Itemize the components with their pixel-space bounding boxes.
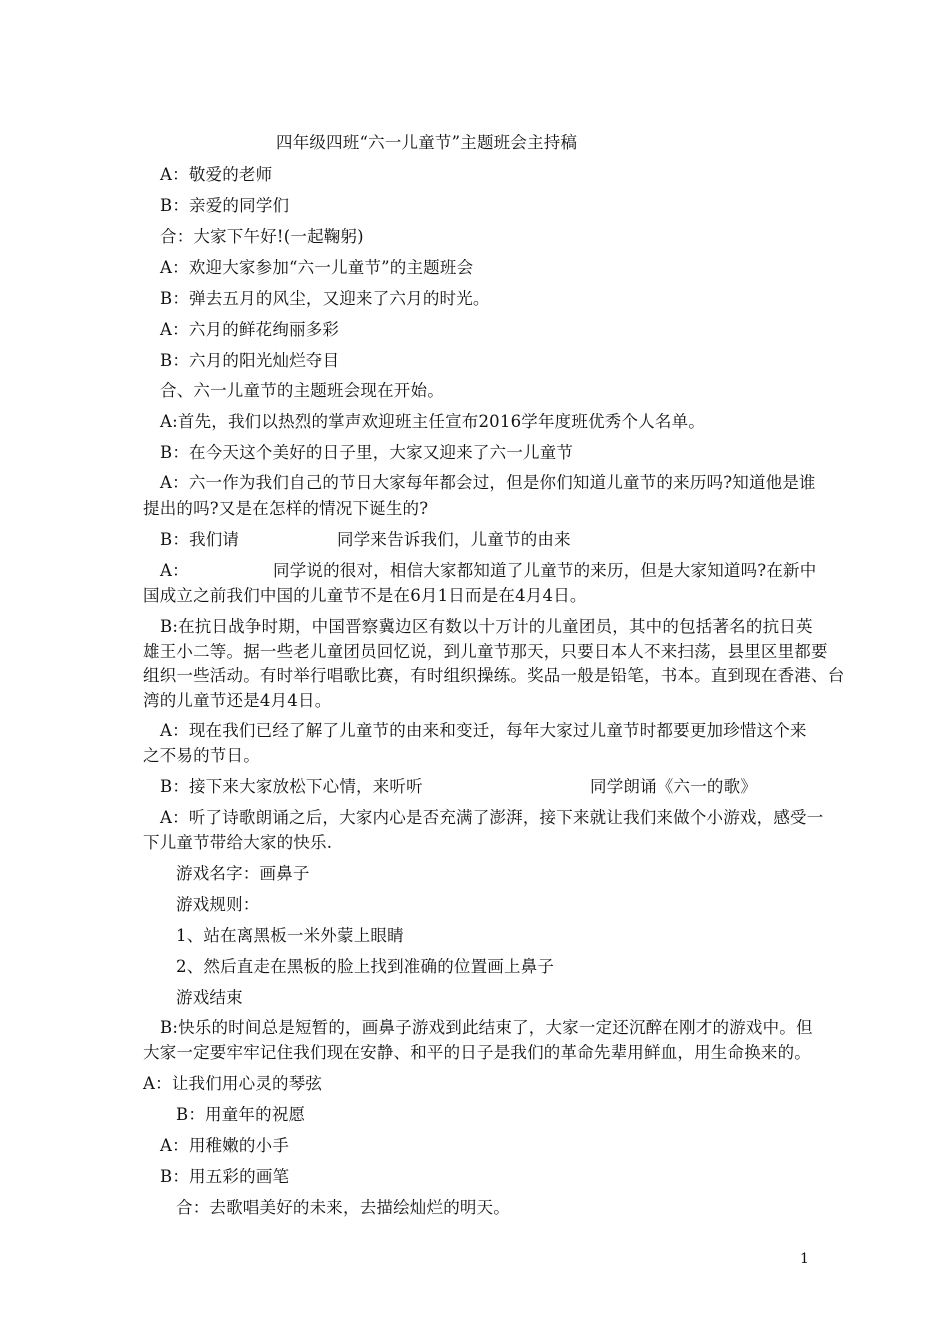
text-line: A：听了诗歌朗诵之后，大家内心是否充满了澎湃，接下来就让我们来做个小游戏，感受一: [160, 808, 824, 827]
text-line: 雄王小二等。据一些老儿童团员回忆说，到儿童节那天，只要日本人不来扫荡，县里区里都要: [143, 642, 828, 661]
text-line: A：欢迎大家参加“六一儿童节”的主题班会: [160, 258, 474, 277]
text-line: 游戏结束: [176, 988, 243, 1007]
text-line: A：: [160, 561, 189, 580]
text-line: 大家一定要牢牢记住我们现在安静、和平的日子是我们的革命先辈用鲜血，用生命换来的。: [143, 1043, 811, 1062]
text-line: B：弹去五月的风尘，又迎来了六月的时光。: [160, 289, 490, 308]
page-number: 1: [800, 1251, 810, 1267]
text-line: A：让我们用心灵的琴弦: [143, 1074, 323, 1093]
text-line: 同学来告诉我们，儿童节的由来: [337, 530, 571, 549]
text-line: 同学说的很对，相信大家都知道了儿童节的来历，但是大家知道吗?在新中: [273, 561, 817, 580]
text-line: 国成立之前我们中国的儿童节不是在6月1日而是在4月4日。: [143, 586, 587, 605]
text-line: 提出的吗?又是在怎样的情况下诞生的?: [143, 499, 429, 518]
text-line: 2、然后直走在黑板的脸上找到准确的位置画上鼻子: [176, 957, 555, 976]
text-line: A:首先，我们以热烈的掌声欢迎班主任宣布2016学年度班优秀个人名单。: [160, 412, 705, 431]
text-line: 之不易的节日。: [143, 746, 260, 765]
text-line: A：用稚嫩的小手: [160, 1136, 290, 1155]
text-line: 组织一些活动。有时举行唱歌比赛，有时组织操练。奖品一般是铅笔，书本。直到现在香港、台: [143, 666, 845, 685]
text-line: B:在抗日战争时期，中国晋察冀边区有数以十万计的儿童团员，其中的包括著名的抗日英: [160, 617, 813, 636]
text-line: B：亲爱的同学们: [160, 196, 290, 215]
text-line: A：现在我们已经了解了儿童节的由来和变迁，每年大家过儿童节时都要更加珍惜这个来: [160, 721, 807, 740]
text-line: 游戏名字：画鼻子: [176, 864, 310, 883]
text-line: 合：大家下午好!(一起鞠躬): [160, 227, 364, 246]
text-line: B：用童年的祝愿: [176, 1105, 306, 1124]
text-line: B:快乐的时间总是短暂的，画鼻子游戏到此结束了，大家一定还沉醉在刚才的游戏中。但: [160, 1018, 813, 1037]
text-line: 下儿童节带给大家的快乐.: [143, 833, 333, 852]
text-line: 游戏规则：: [176, 895, 260, 914]
text-line: A：敬爱的老师: [160, 165, 273, 184]
text-line: B：用五彩的画笔: [160, 1167, 290, 1186]
text-line: B：在今天这个美好的日子里，大家又迎来了六一儿童节: [160, 443, 574, 462]
text-line: 合、六一儿童节的主题班会现在开始。: [160, 381, 444, 400]
text-line: A：六月的鲜花绚丽多彩: [160, 320, 340, 339]
text-line: 湾的儿童节还是4月4日。: [143, 691, 332, 710]
text-line: B：接下来大家放松下心情，来听听: [160, 777, 423, 796]
text-line: B：六月的阳光灿烂夺目: [160, 351, 340, 370]
page-title: 四年级四班“六一儿童节”主题班会主持稿: [276, 133, 578, 152]
text-line: 同学朗诵《六一的歌》: [590, 777, 757, 796]
text-line: B：我们请: [160, 530, 240, 549]
text-line: 1、站在离黑板一米外蒙上眼睛: [176, 926, 404, 945]
text-line: A：六一作为我们自己的节日大家每年都会过，但是你们知道儿童节的来历吗?知道他是谁: [160, 473, 816, 492]
text-line: 合：去歌唱美好的未来，去描绘灿烂的明天。: [176, 1198, 510, 1217]
